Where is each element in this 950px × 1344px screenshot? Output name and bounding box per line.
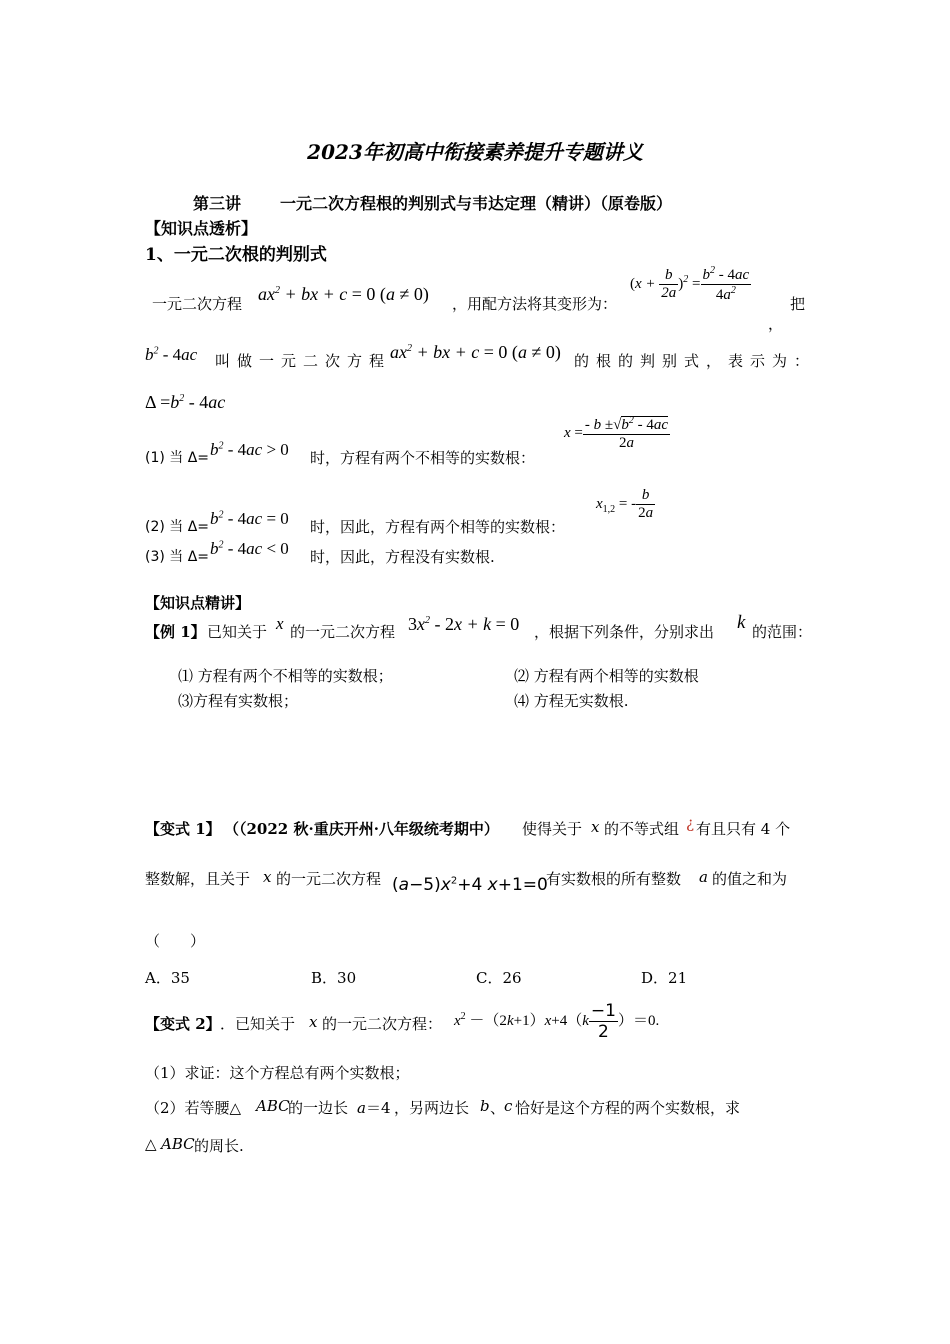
choice-b: B．30 bbox=[311, 969, 357, 987]
variant-2-question-3-a: △ bbox=[145, 1135, 157, 1153]
variant-1-line-2-a: 整数解，且关于 bbox=[145, 870, 251, 888]
example-1-var-x: x bbox=[276, 614, 284, 633]
paragraph-1-text-a: 一元二次方程 bbox=[152, 295, 243, 313]
variant-1-answer-paren: （ ） bbox=[145, 932, 206, 950]
example-1-option-2: ⑵ 方程有两个相等的实数根 bbox=[514, 667, 699, 685]
variant-2-abc-2: ABC bbox=[161, 1135, 195, 1153]
case-3-condition: $b^2 - 4ac < 0$ bbox=[210, 539, 289, 558]
variant-2-a-equals: a＝4 bbox=[357, 1099, 391, 1117]
variant-2-var-x: x bbox=[309, 1013, 318, 1031]
expression-discriminant: $b^2 - 4ac$ bbox=[145, 345, 198, 364]
paragraph-2-text-b: 叫做一元二次方程 bbox=[215, 352, 392, 370]
example-1-text-c: ，根据下列条件，分别求出 bbox=[534, 623, 715, 641]
variant-2-var-b: b bbox=[480, 1097, 490, 1115]
double-root-formula: $x_{1,2}$ = - $\frac{b}{2a}$ bbox=[596, 487, 654, 521]
variant-1-line-2-b: 的一元二次方程 bbox=[276, 870, 382, 888]
paragraph-1-comma: ， bbox=[768, 315, 784, 333]
case-3-text: 时，因此，方程没有实数根. bbox=[310, 548, 495, 566]
variant-1-line-2-d: 的值之和为 bbox=[712, 870, 788, 888]
example-1-option-1: ⑴ 方程有两个不相等的实数根； bbox=[178, 667, 393, 685]
variant-2-question-2-d: 、 bbox=[490, 1099, 506, 1117]
variant-1-line-2-var-x: x bbox=[263, 868, 272, 886]
variant-2-question-2-b: 的一边长 bbox=[288, 1099, 349, 1117]
example-1-text-b: 的一元二次方程 bbox=[290, 623, 396, 641]
variant-1-var-x: x bbox=[591, 818, 600, 836]
choice-d: D．21 bbox=[641, 969, 688, 987]
example-1-text-d: 的范围： bbox=[752, 623, 813, 641]
variant-2-question-2-c: ，另两边长 bbox=[394, 1099, 470, 1117]
example-1-var-k: k bbox=[737, 612, 746, 633]
variant-1-line-2-c: 有实数根的所有整数 bbox=[546, 870, 682, 888]
paragraph-1-text-c: 把 bbox=[790, 295, 806, 313]
variant-1-text-c: 有且只有 4 个 bbox=[696, 820, 791, 838]
variant-2-question-3-b: 的周长. bbox=[194, 1137, 244, 1155]
page-title: 2023年初高中衔接素养提升专题讲义 bbox=[307, 140, 643, 164]
variant-1-text-b: 的不等式组 bbox=[604, 820, 680, 838]
variant-2-equation: $x^2 -(2k+1)x+4(k$ $\frac{-1}{2}$ ）＝0. bbox=[454, 1001, 660, 1042]
lecture-number: 第三讲 bbox=[193, 194, 242, 213]
example-1-option-3: ⑶方程有实数根； bbox=[178, 692, 299, 710]
variant-1-line-2-var-a: a bbox=[699, 868, 708, 886]
variant-2-text-a: ．已知关于 bbox=[220, 1015, 296, 1033]
variant-2-label: 【变式 2】 bbox=[145, 1015, 221, 1033]
case-1-text: 时，方程有两个不相等的实数根： bbox=[310, 449, 536, 467]
choice-a: A．35 bbox=[145, 969, 190, 987]
variant-2-question-1: （1）求证：这个方程总有两个实数根； bbox=[145, 1064, 410, 1082]
case-1-prefix: (1) 当 Δ= bbox=[145, 450, 210, 466]
paragraph-1-text-b: ，用配方法将其变形为： bbox=[452, 295, 618, 313]
lecture-title: 一元二次方程根的判别式与韦达定理（精讲）（原卷版） bbox=[280, 194, 673, 213]
paragraph-2-text-c: 的根的判别式，表示为： bbox=[574, 352, 817, 370]
quadratic-formula: x = $\frac{- b \pm√b^2 - 4ac}{2a}$ bbox=[564, 415, 669, 451]
variant-1-label: 【变式 1】 bbox=[145, 820, 221, 838]
case-2-prefix: (2) 当 Δ= bbox=[145, 519, 210, 535]
case-3-prefix: (3) 当 Δ= bbox=[145, 549, 210, 565]
equation-general-form-2: $ax^2$ + bx + c = 0 (a ≠ 0) bbox=[390, 342, 561, 362]
section-heading-knowledge: 【知识点透析】 bbox=[145, 219, 258, 238]
case-1-condition: $b^2 - 4ac > 0$ bbox=[210, 440, 289, 459]
delta-definition: $\Delta =b^2 - 4ac$ bbox=[145, 392, 226, 412]
case-2-condition: $b^2 - 4ac = 0$ bbox=[210, 509, 289, 528]
section-heading-explained: 【知识点精讲】 bbox=[145, 594, 251, 612]
variant-1-text-a: 使得关于 bbox=[522, 820, 583, 838]
example-1-equation: $3x^2 - 2x + k = 0$ bbox=[408, 614, 520, 634]
choice-c: C．26 bbox=[476, 969, 522, 987]
case-2-text: 时，因此，方程有两个相等的实数根： bbox=[310, 518, 566, 536]
subsection-discriminant: 1、一元二次根的判别式 bbox=[145, 245, 327, 265]
variant-2-question-2-e: 恰好是这个方程的两个实数根，求 bbox=[515, 1099, 741, 1117]
variant-1-source: （（2022 秋·重庆开州·八年级统考期中） bbox=[224, 820, 499, 838]
variant-2-abc-1: ABC bbox=[256, 1097, 290, 1115]
variant-2-question-2-a: （2）若等腰△ bbox=[145, 1099, 242, 1117]
example-1-text-a: 已知关于 bbox=[207, 623, 268, 641]
variant-2-text-b: 的一元二次方程： bbox=[322, 1015, 443, 1033]
example-1-label: 【例 1】 bbox=[145, 623, 206, 641]
equation-completed-square: (x + $\frac{b}{2a}$ )$^2$ = $\frac{b^2 - 4ac}{4a^2}$ bbox=[630, 265, 750, 303]
variant-2-var-c: c bbox=[504, 1097, 513, 1115]
variant-1-equation: $(a-5)x^2+4$ x+1=0 bbox=[392, 875, 548, 895]
inequality-system-placeholder-icon: ¿ bbox=[686, 814, 695, 832]
equation-general-form: $ax^2$ + bx + c = 0 (a ≠ 0) bbox=[258, 284, 429, 304]
example-1-option-4: ⑷ 方程无实数根. bbox=[514, 692, 629, 710]
